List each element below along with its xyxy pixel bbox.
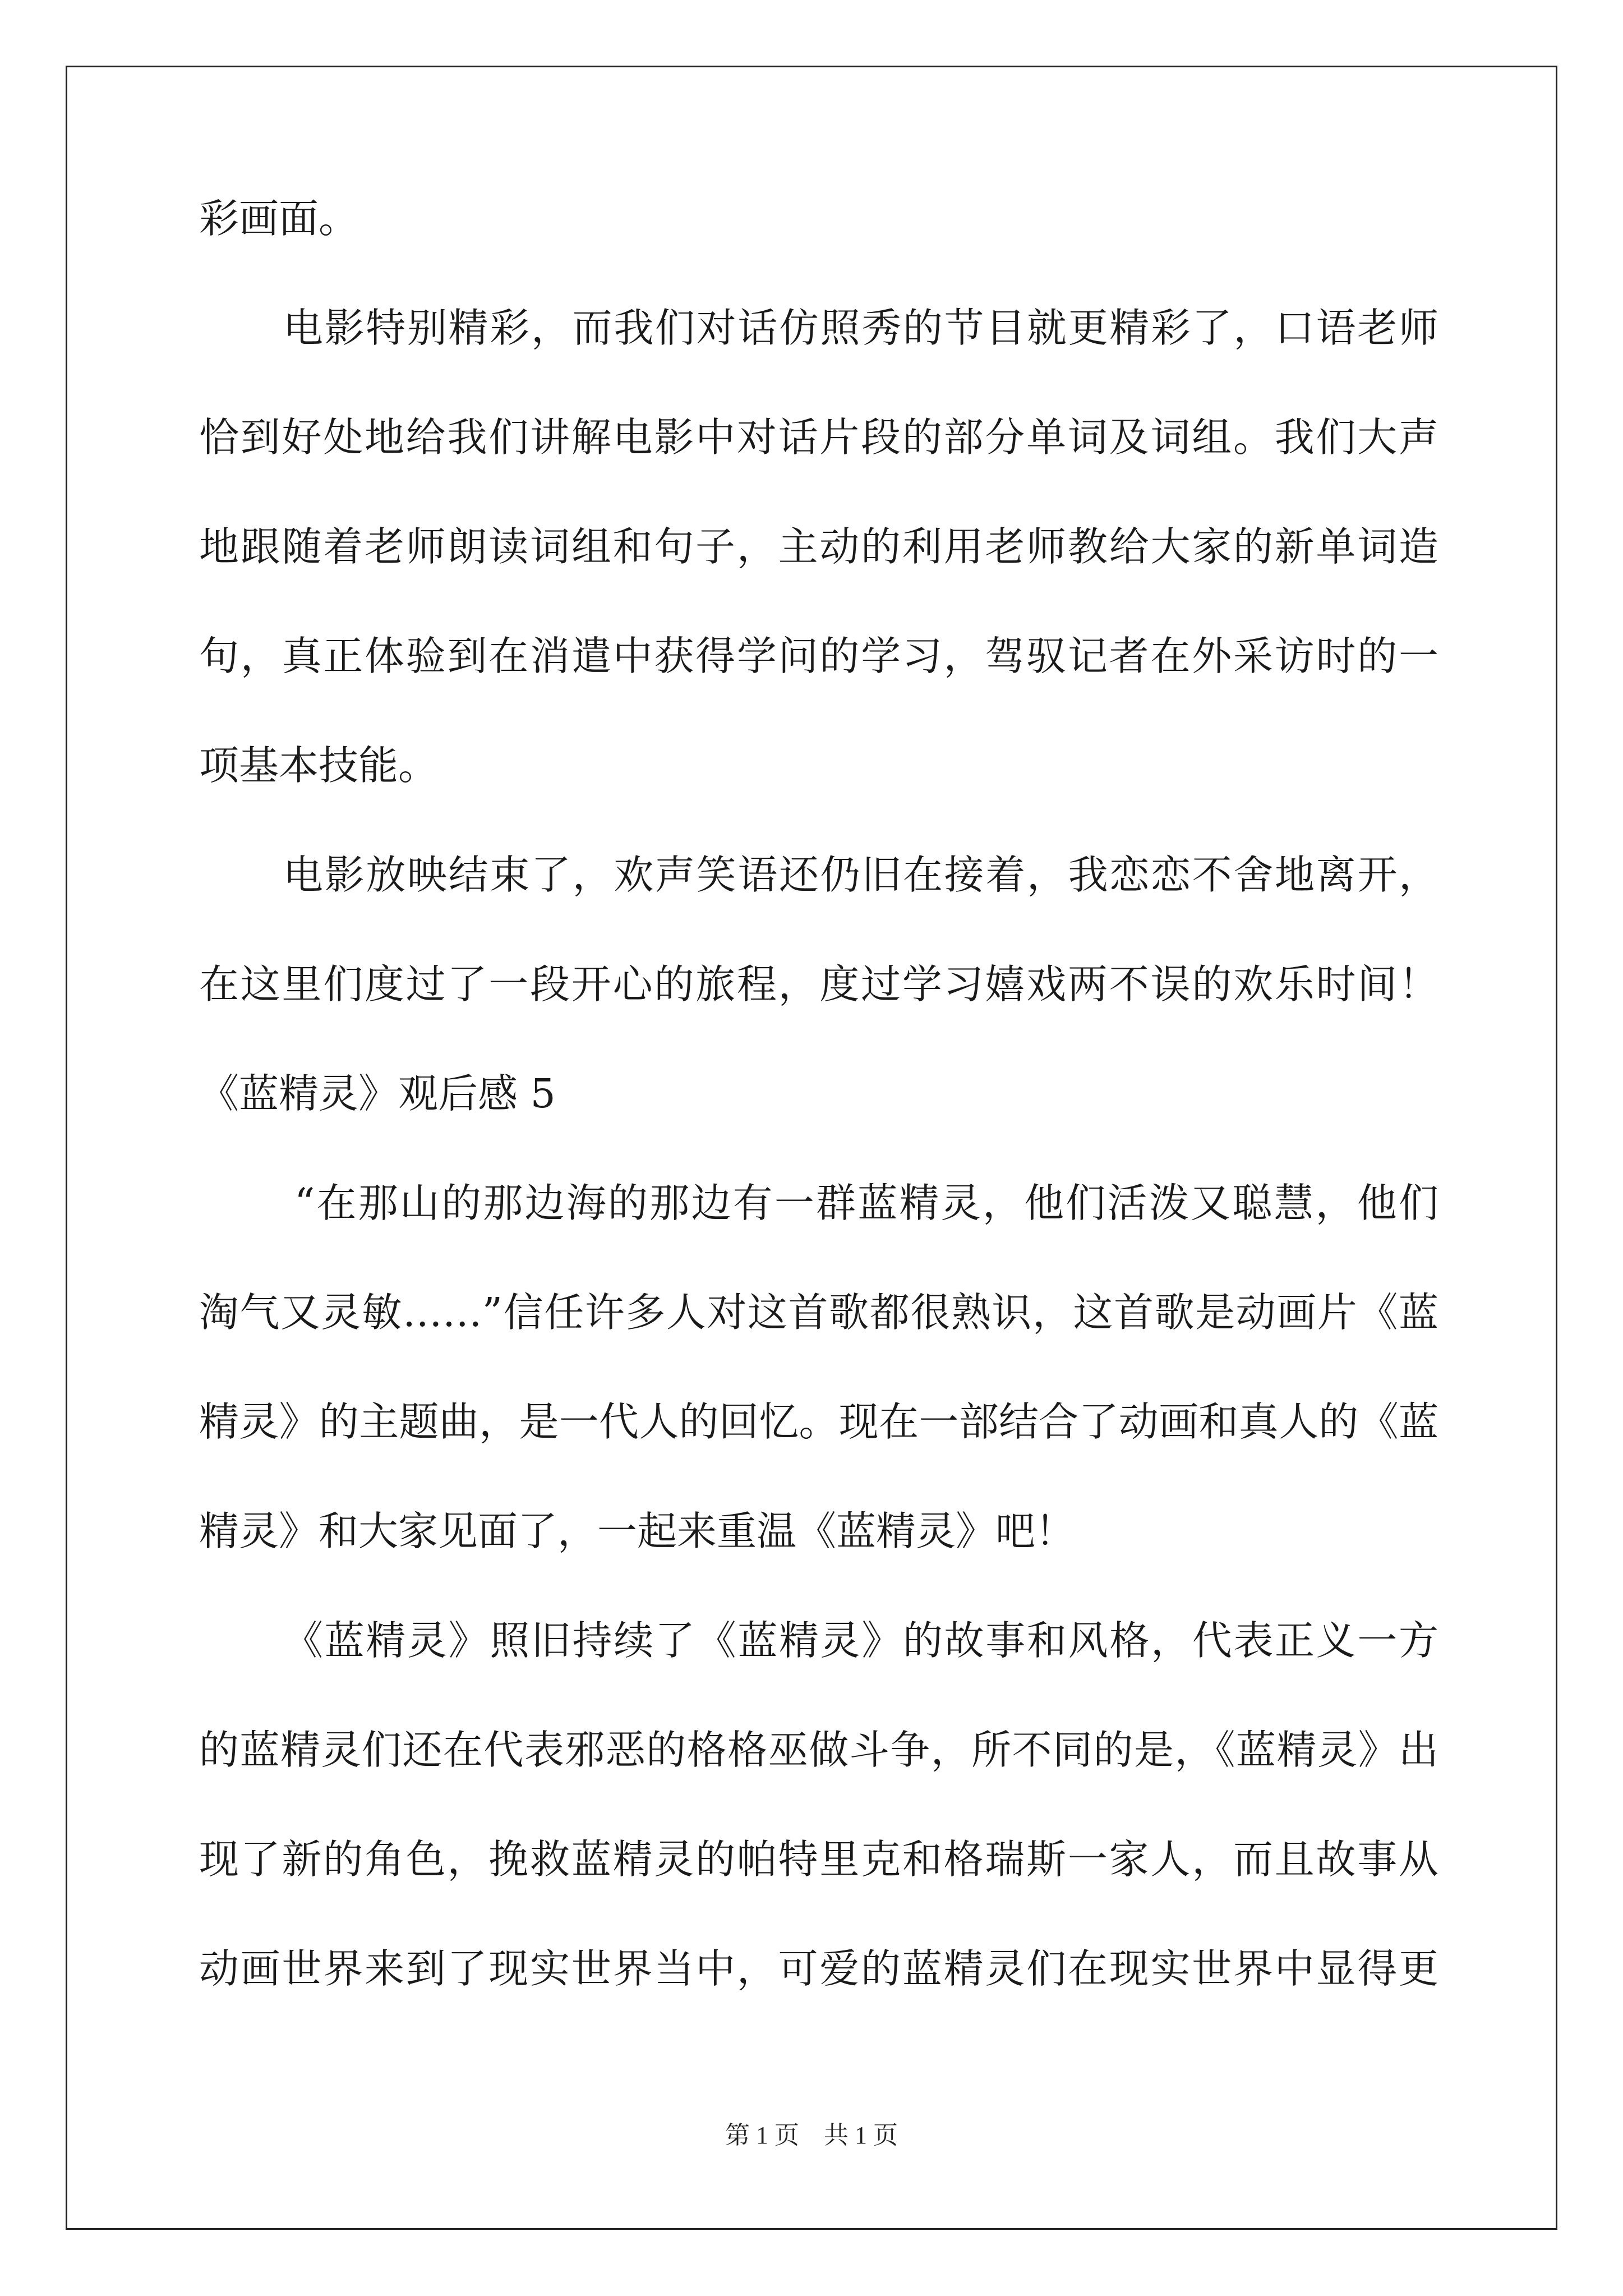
paragraph-start-line: 《蓝精灵》照旧持续了《蓝精灵》的故事和风格，代表正义一方 xyxy=(283,1617,1438,1664)
paragraph-start-line: “在那山的那边海的那边有一群蓝精灵，他们活泼又聪慧，他们 xyxy=(294,1180,1438,1226)
paragraph-start-line: 电影特别精彩，而我们对话仿照秀的节目就更精彩了，口语老师 xyxy=(283,305,1438,351)
section-heading: 《蓝精灵》观后感 5 xyxy=(199,1070,556,1117)
page-border xyxy=(66,66,1557,2230)
text-line: 句，真正体验到在消遣中获得学问的学习，驾驭记者在外采访时的一 xyxy=(199,633,1438,679)
text-line: 恰到好处地给我们讲解电影中对话片段的部分单词及词组。我们大声 xyxy=(199,414,1438,461)
text-line: 的蓝精灵们还在代表邪恶的格格巫做斗争，所不同的是，《蓝精灵》出 xyxy=(199,1727,1438,1773)
text-line: 项基本技能。 xyxy=(199,742,439,789)
text-line: 地跟随着老师朗读词组和句子，主动的利用老师教给大家的新单词造 xyxy=(199,523,1438,570)
text-line: 彩画面。 xyxy=(199,195,359,242)
text-line: 在这里们度过了一段开心的旅程，度过学习嬉戏两不误的欢乐时间！ xyxy=(199,961,1438,1007)
text-line: 动画世界来到了现实世界当中，可爱的蓝精灵们在现实世界中显得更 xyxy=(199,1945,1438,1992)
text-line: 精灵》和大家见面了，一起来重温《蓝精灵》吧！ xyxy=(199,1508,1076,1554)
text-line: 现了新的角色，挽救蓝精灵的帕特里克和格瑞斯一家人，而且故事从 xyxy=(199,1836,1438,1883)
text-line: 精灵》的主题曲，是一代人的回忆。现在一部结合了动画和真人的《蓝 xyxy=(199,1398,1438,1445)
text-line: 淘气又灵敏……”信任许多人对这首歌都很熟识，这首歌是动画片《蓝 xyxy=(199,1289,1438,1336)
page-number-footer: 第 1 页 共 1 页 xyxy=(725,2122,898,2149)
paragraph-start-line: 电影放映结束了，欢声笑语还仍旧在接着，我恋恋不舍地离开， xyxy=(283,852,1438,898)
